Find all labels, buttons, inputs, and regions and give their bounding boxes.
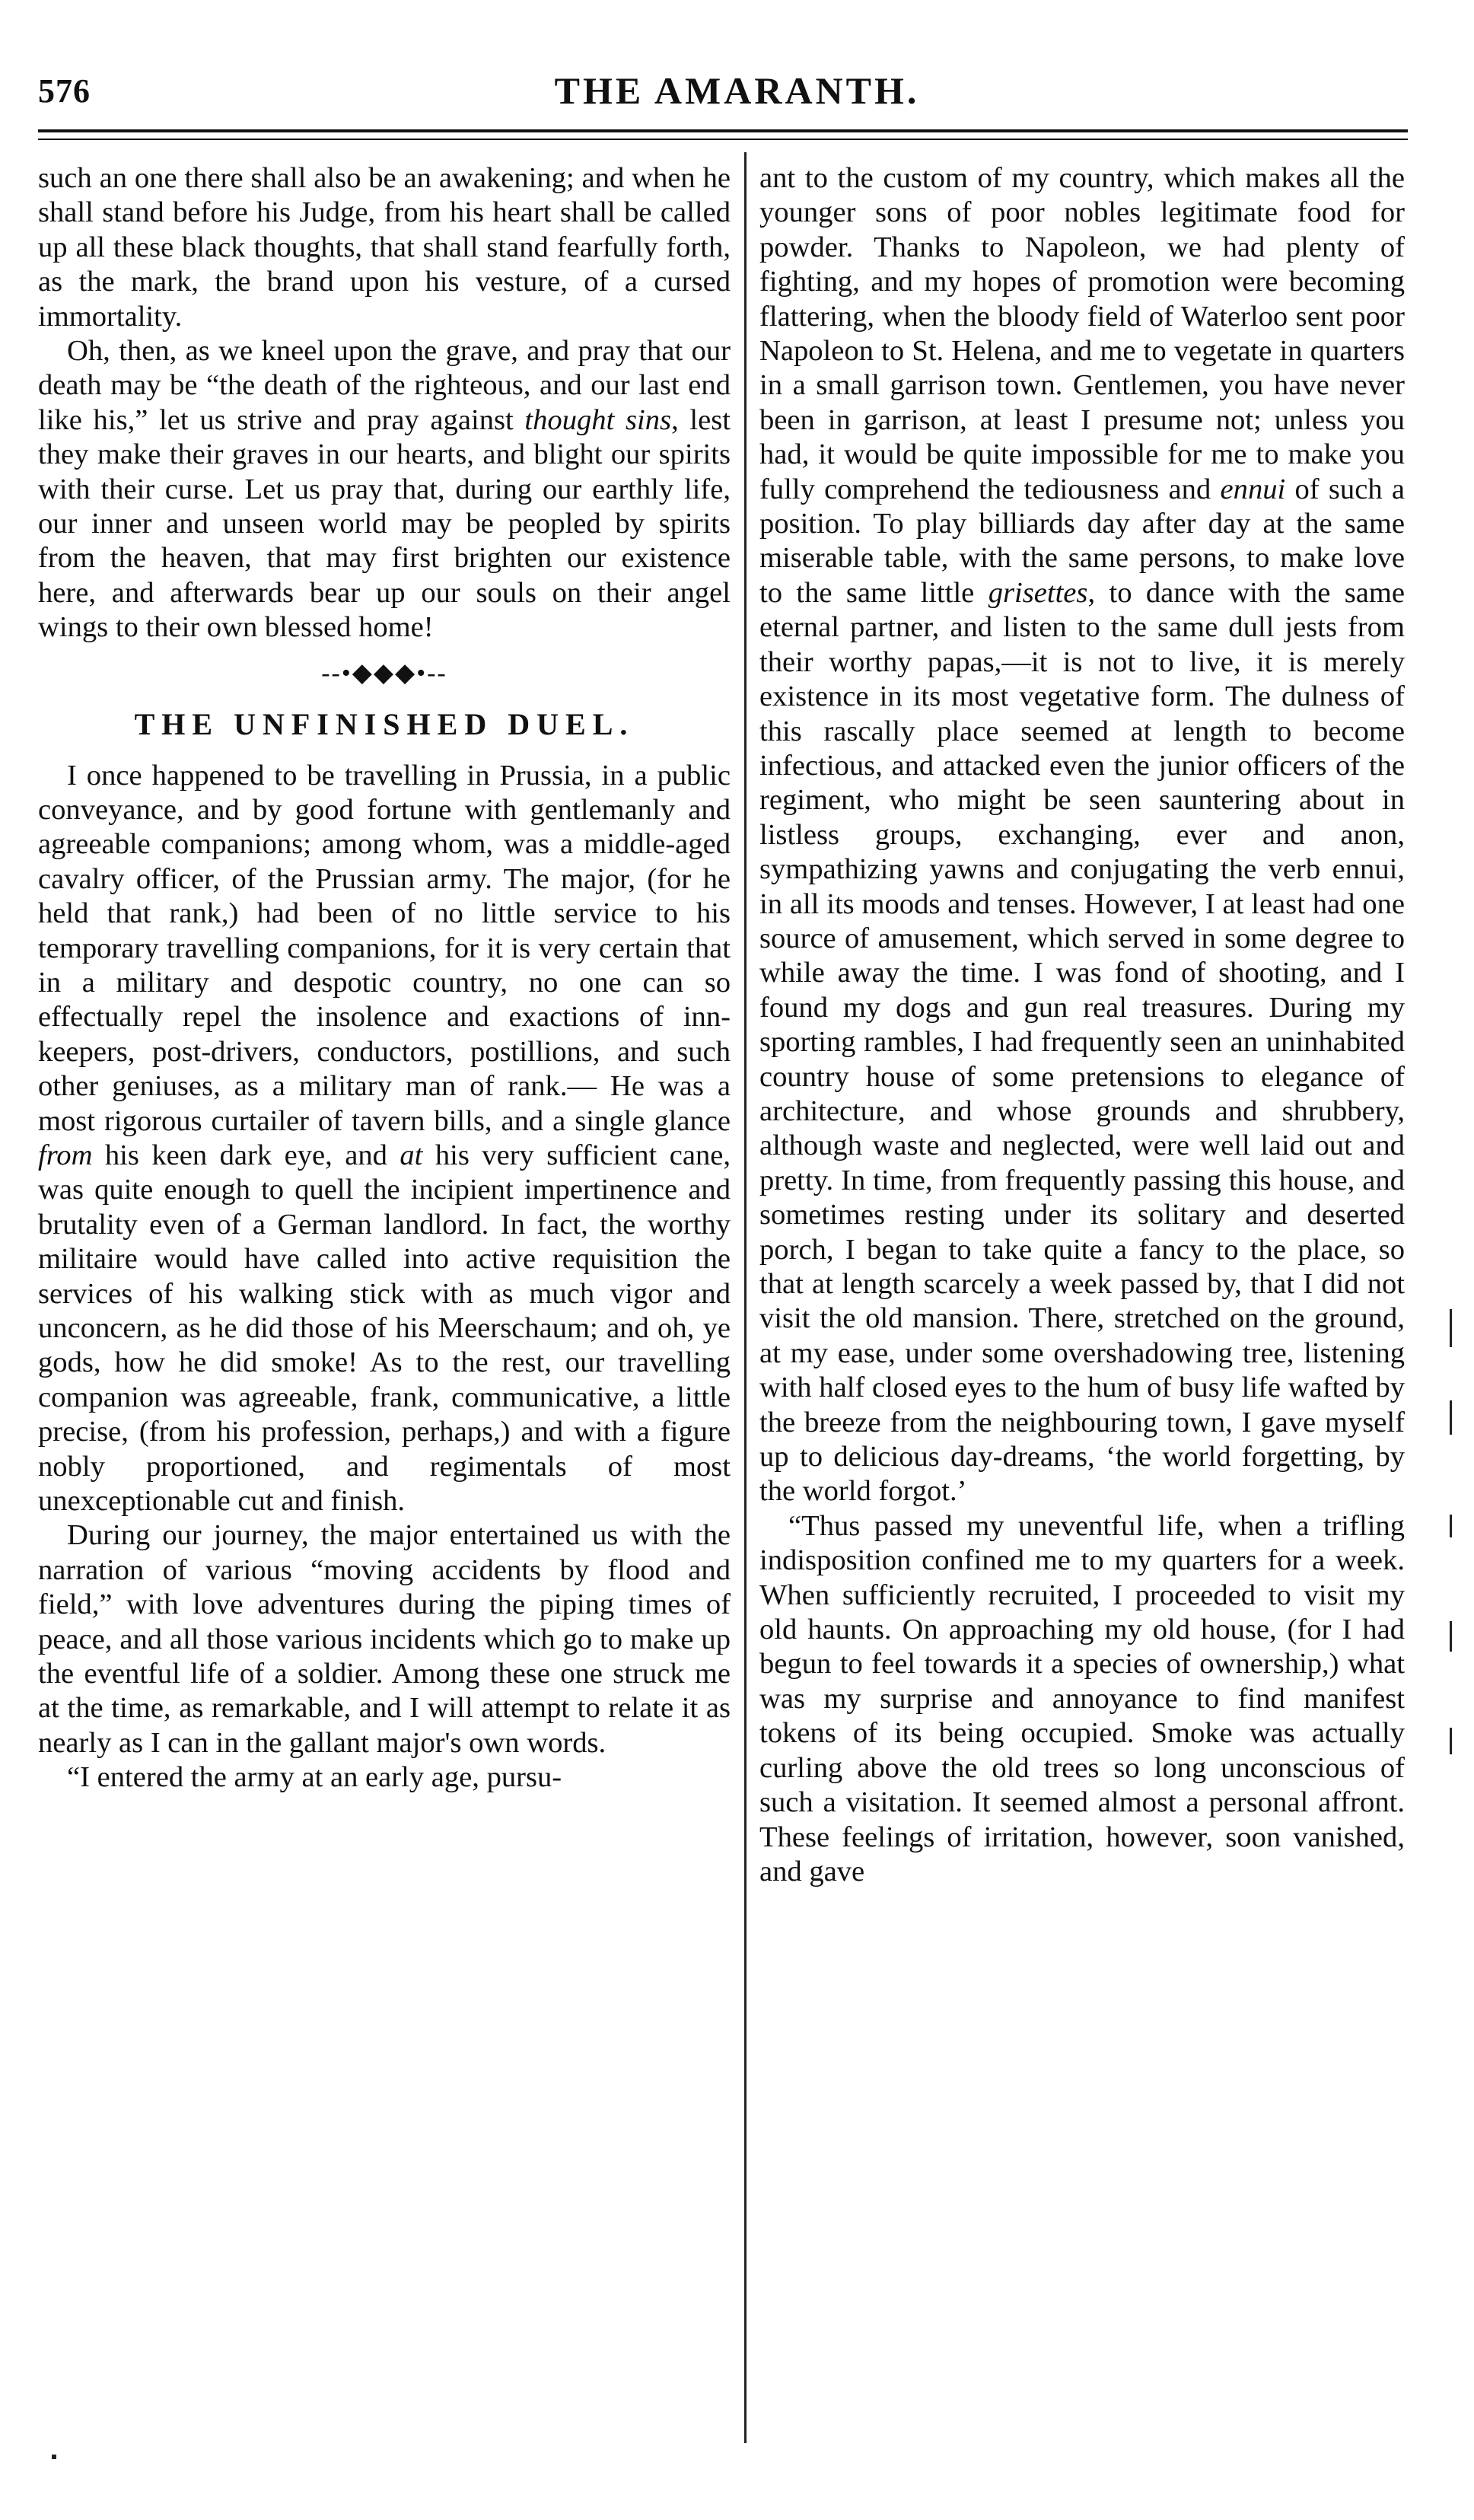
scan-mark <box>1450 1400 1452 1435</box>
section-ornament: --•◆◆◆•-- <box>321 658 447 687</box>
running-title: THE AMARANTH. <box>554 69 920 112</box>
paragraph: “Thus passed my uneventful life, when a trifling indisposition confined me to my quarters for a week. When sufficiently recruited, I proceeded to visit my old haunts. On approaching my old house, (for I had begun to feel towards it a species of ownership,) what was my surprise and annoyance to find manifest tokens of its being occupied. Smoke was actually curling above the old trees so long unconscious of such a visitation. It seemed almost a personal affront. These feelings of irritation, however, soon vanished, and gave <box>759 1509 1405 1888</box>
paragraph: I once happened to be travelling in Prussia, in a public conveyance, and by good fortune with gentlemanly and agreeable companions; among whom, was a middle-aged cavalry officer, of the Prussian army. The major, (for he held that rank,) had been of no little service to his temporary travelling companions, for it is very certain that in a military and despotic country, no one can so effectually repel the insolence and exactions of inn-keepers, post-drivers, conductors, postillions, and such other geniuses, as a military man of rank.— He was a most rigorous curtailer of tavern bills, and a single glance from his keen dark eye, and at his very sufficient cane, was quite enough to quell the incipient impertinence and brutality even of a German landlord. In fact, the worthy militaire would have called into active requisition the services of his walking stick with as much vigor and unconcern, as he did those of his Meerschaum; and oh, ye gods, how he did smoke! As to the rest, our travelling companion was agreeable, frank, communicative, a little precise, (from his profession, perhaps,) and with a figure nobly proportioned, and regimentals of most unexceptionable cut and finish. <box>38 759 731 1518</box>
paragraph: During our journey, the major entertained us with the narration of various “moving accidents by flood and field,” with love adventures during the piping times of peace, and all those various incidents which go to make up the eventful life of a soldier. Among these one struck me at the time, as remarkable, and I will attempt to relate it as nearly as I can in the gallant major's own words. <box>38 1519 731 1759</box>
scan-mark <box>1450 1515 1452 1537</box>
paragraph: Oh, then, as we kneel upon the grave, and pray that our death may be “the death of the righteous, and our last end like his,” let us strive and pray against thought sins, lest they make their graves in our hearts, and blight our spirits with their curse. Let us pray that, during our earthly life, our inner and unseen world may be peopled by spirits from the heaven, that may first brighten our existence here, and afterwards bear up our souls on their angel wings to their own blessed home! <box>38 335 731 644</box>
paragraph: “I entered the army at an early age, pursu- <box>67 1761 562 1794</box>
scan-mark <box>1450 1728 1452 1754</box>
scan-mark <box>1450 1309 1452 1347</box>
paragraph: ant to the custom of my country, which makes all the younger sons of poor nobles legitimate food for powder. Thanks to Napoleon, we had plenty of fighting, and my hopes of promotion were becoming flattering, when the bloody field of Waterloo sent poor Napoleon to St. Helena, and me to vegetate in quarters in a small garrison town. Gentlemen, you have never been in garrison, at least I presume not; unless you had, it would be quite impossible for me to make you fully comprehend the tediousness and ennui of such a position. To play billiards day after day at the same miserable table, with the same persons, to make love to the same little grisettes, to dance with the same eternal partner, and listen to the same dull jests from their worthy papas,—it is not to live, it is merely existence in its most vegetative form. The dulness of this rascally place seemed at length to become infectious, and attacked even the junior officers of the regiment, who might be seen sauntering about in listless groups, exchanging, ever and anon, sympathizing yawns and conjugating the verb ennui, in all its moods and tenses. However, I at least had one source of amusement, which served in some degree to while away the time. I was fond of shooting, and I found my dogs and gun real treasures. During my sporting rambles, I had frequently seen an uninhabited country house of some pretensions to elegance of architecture, and whose grounds and shrubbery, although waste and neglected, were well laid out and pretty. In time, from frequently passing this house, and sometimes resting under its solitary and deserted porch, I began to take quite a fancy to the place, so that at length scarcely a week passed by, that I did not visit the old mansion. There, stretched on the ground, at my ease, under some overshadowing tree, listening with half closed eyes to the hum of busy life wafted by the breeze from the neighbouring town, I gave myself up to delicious day-dreams, ‘the world forgetting, by the world forgot.’ <box>759 162 1405 1508</box>
left-column <box>38 161 731 1795</box>
right-column <box>759 161 1405 1889</box>
header-rule <box>38 129 1408 140</box>
paragraph: such an one there shall also be an awakening; and when he shall stand before his Judge, from his heart shall be called up all these black thoughts, that shall stand fearfully forth, as the mark, the brand upon his vesture, of a cursed immortality. <box>38 162 731 333</box>
scan-mark <box>52 2455 56 2459</box>
page-number: 576 <box>38 72 91 110</box>
scan-mark <box>1450 1621 1452 1652</box>
article-title: THE UNFINISHED DUEL. <box>134 707 635 742</box>
column-divider <box>744 152 747 2443</box>
